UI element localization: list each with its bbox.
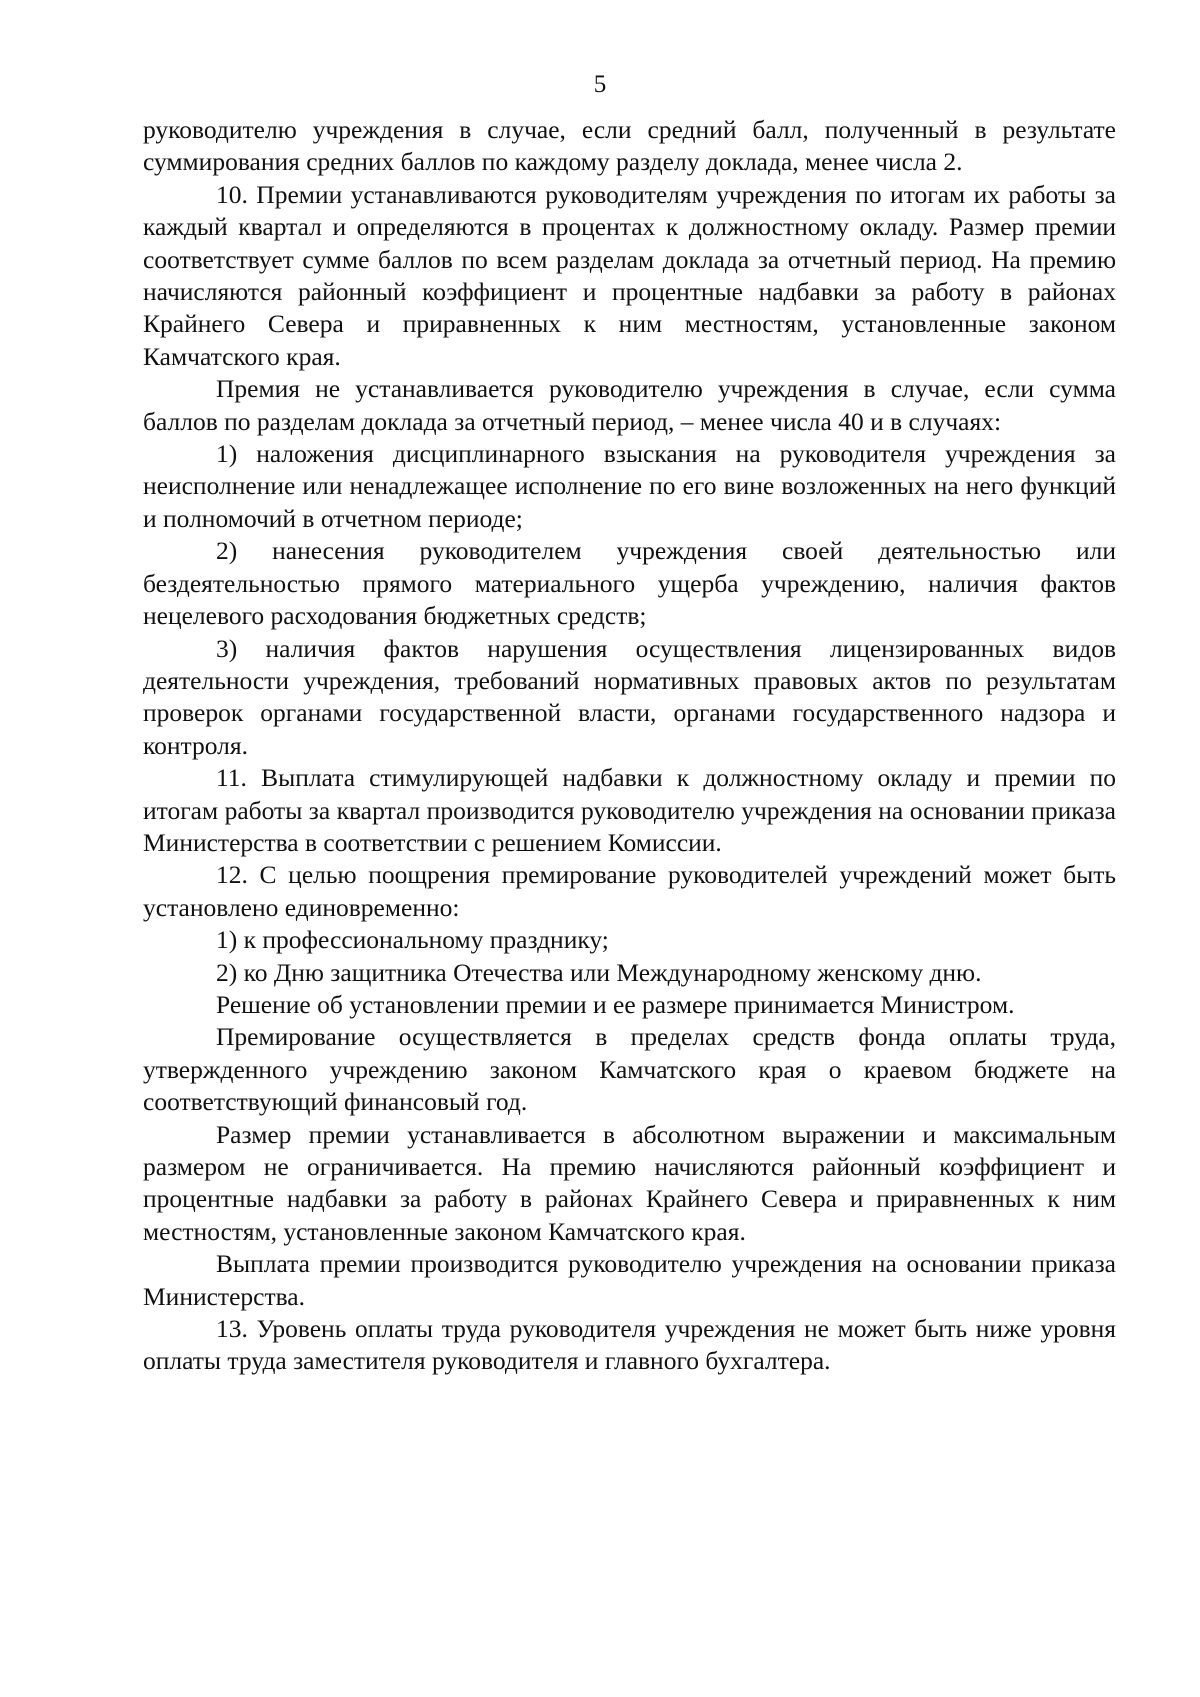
paragraph-item-11: 11. Выплата стимулирующей надбавки к должностному окладу и премии по итогам работы за квартал производится руководителю учреждения на основании приказа Министерства в соответствии с решением Комиссии.: [143, 763, 1116, 857]
paragraph-item-12-sub-2: 2) ко Дню защитника Отечества или Международному женскому дню.: [216, 957, 982, 987]
paragraph-subitem-3: 3) наличия фактов нарушения осуществления лицензированных видов деятельности учреждения, требований нормативных правовых актов по результатам проверок органами государственной власти, органами государственного надзора и контроля.: [143, 633, 1116, 760]
page-number: 5: [593, 71, 607, 98]
paragraph-item-13: 13. Уровень оплаты труда руководителя учреждения не может быть ниже уровня оплаты труда заместителя руководителя и главного бухгалтера.: [143, 1314, 1116, 1376]
paragraph-item-12-sub-1: 1) к профессиональному празднику;: [216, 925, 609, 955]
paragraph-item-10: 10. Премии устанавливаются руководителям учреждения по итогам их работы за каждый квартал и определяются в процентах к должностному окладу. Размер премии соответствует сумме баллов по всем разделам доклада за отчетный период. На премию начисляются районный коэффициент и процентные надбавки за работу в районах Крайнего Севера и приравненных к ним местностям, установленные законом Камчатского края.: [143, 179, 1116, 371]
paragraph-premium-size: Размер премии устанавливается в абсолютном выражении и максимальным размером не ограничивается. На премию начисляются районный коэффициент и процентные надбавки за работу в районах Крайнего Севера и приравненных к ним местностям, установленные законом Камчатского края.: [143, 1119, 1116, 1246]
document-body: [143, 114, 1116, 1378]
paragraph-subitem-1: 1) наложения дисциплинарного взыскания на руководителя учреждения за неисполнение или ненадлежащее исполнение по его вине возложенных на него функций и полномочий в отчетном периоде;: [143, 439, 1116, 533]
paragraph-continuation: руководителю учреждения в случае, если средний балл, полученный в результате суммирования средних баллов по каждому разделу доклада, менее числа 2.: [143, 115, 1116, 177]
paragraph-decision: Решение об установлении премии и ее размере принимается Министром.: [216, 989, 1015, 1019]
paragraph-subitem-2: 2) нанесения руководителем учреждения своей деятельностью или бездеятельностью прямого материального ущерба учреждению, наличия фактов нецелевого расходования бюджетных средств;: [143, 536, 1116, 631]
paragraph-premium-not-established: Премия не устанавливается руководителю учреждения в случае, если сумма баллов по разделам доклада за отчетный период, – менее числа 40 и в случаях:: [143, 374, 1116, 436]
paragraph-payment: Выплата премии производится руководителю учреждения на основании приказа Министерства.: [143, 1249, 1116, 1311]
paragraph-item-12: 12. С целью поощрения премирование руководителей учреждений может быть установлено единовременно:: [143, 860, 1116, 922]
paragraph-funding: Премирование осуществляется в пределах средств фонда оплаты труда, утвержденного учреждению законом Камчатского края о краевом бюджете на соответствующий финансовый год.: [143, 1022, 1116, 1117]
